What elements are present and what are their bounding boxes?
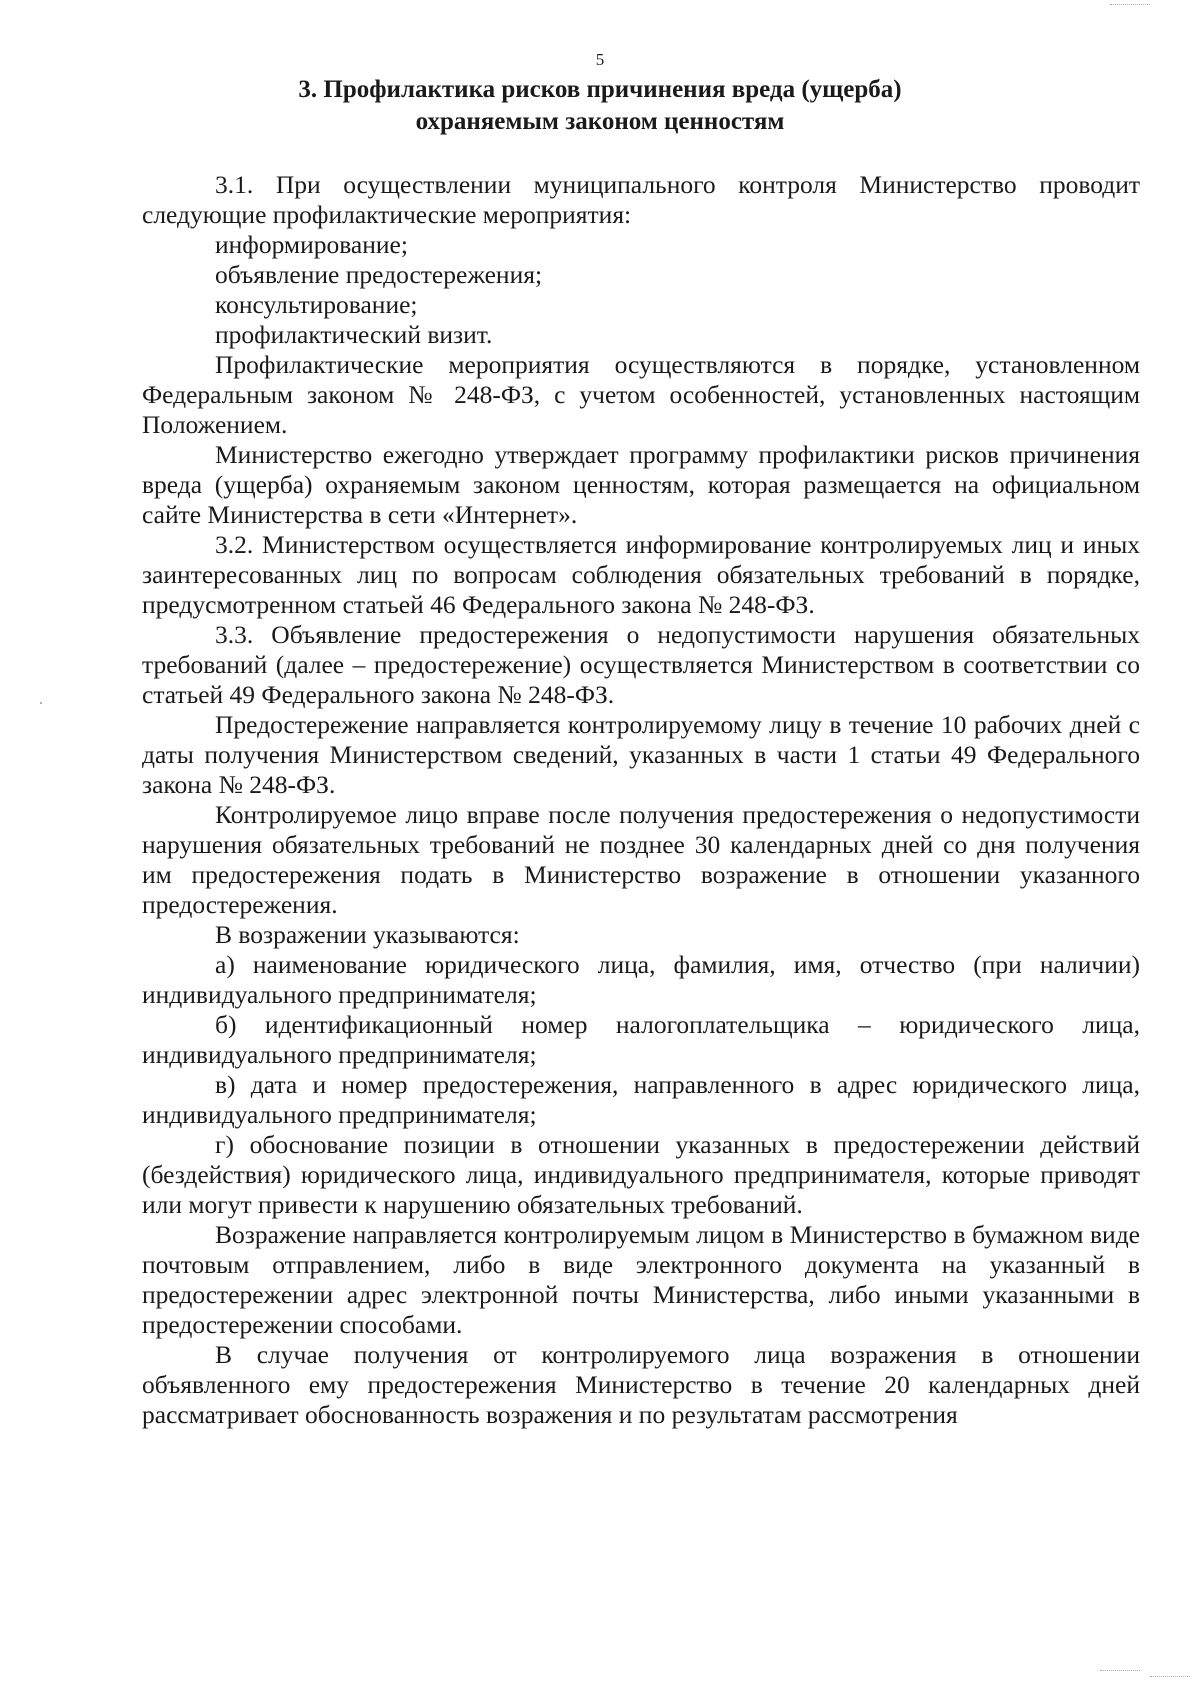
paragraph: 3.2. Министерством осуществляется информирование контролируемых лиц и иных заинтересованных лиц по вопросам соблюдения обязательных требований в порядке, предусмотренном статьей 46 Федерального закона № 248-ФЗ. bbox=[142, 530, 1140, 619]
page-number: 5 bbox=[595, 50, 605, 69]
paragraph: 3.1. При осуществлении муниципального контроля Министерство проводит следующие профилактические мероприятия: bbox=[142, 170, 1140, 229]
paragraph: В случае получения от контролируемого лица возражения в отношении объявленного ему предостережения Министерство в течение 20 календарных дней рассматривает обоснованность возражения и по результатам рассмотрения bbox=[142, 1340, 1140, 1429]
scan-artifact bbox=[1100, 1670, 1140, 1671]
list-item: консультирование; bbox=[215, 290, 418, 319]
document-body bbox=[142, 170, 1140, 1430]
paragraph: Министерство ежегодно утверждает программу профилактики рисков причинения вреда (ущерба) охраняемым законом ценностям, которая размещается на официальном сайте Министерства в сети «Интернет». bbox=[142, 440, 1140, 529]
section-heading bbox=[0, 74, 1200, 138]
paragraph: Контролируемое лицо вправе после получения предостережения о недопустимости нарушения обязательных требований не позднее 30 календарных дней со дня получения им предостережения подать в Министерство возражение в отношении указанного предостережения. bbox=[142, 800, 1140, 919]
paragraph: Возражение направляется контролируемым лицом в Министерство в бумажном виде почтовым отправлением, либо в виде электронного документа на указанный в предостережении адрес электронной почты Министерства, либо иными указанными в предостережении способами. bbox=[142, 1220, 1140, 1339]
objection-item-c: в) дата и номер предостережения, направленного в адрес юридического лица, индивидуального предпринимателя; bbox=[142, 1070, 1140, 1129]
paragraph: 3.3. Объявление предостережения о недопустимости нарушения обязательных требований (далее – предостережение) осуществляется Министерством в соответствии со статьей 49 Федерального закона № 248-ФЗ. bbox=[142, 620, 1140, 709]
objection-item-b: б) идентификационный номер налогоплательщика – юридического лица, индивидуального предпринимателя; bbox=[142, 1010, 1140, 1069]
list-item: информирование; bbox=[215, 230, 408, 259]
section-heading-line: охраняемым законом ценностям bbox=[415, 108, 785, 135]
list-item: объявление предостережения; bbox=[215, 260, 543, 289]
objection-item-d: г) обоснование позиции в отношении указанных в предостережении действий (бездействия) юридического лица, индивидуального предпринимателя, которые приводят или могут привести к нарушению обязательных требований. bbox=[142, 1130, 1140, 1219]
section-heading-line: 3. Профилактика рисков причинения вреда (ущерба) bbox=[298, 76, 902, 103]
scan-artifact bbox=[40, 702, 42, 704]
paragraph: В возражении указываются: bbox=[215, 920, 520, 949]
paragraph: Предостережение направляется контролируемому лицу в течение 10 рабочих дней с даты получения Министерством сведений, указанных в части 1 статьи 49 Федерального закона № 248-ФЗ. bbox=[142, 710, 1140, 799]
scan-artifact bbox=[1150, 1676, 1190, 1677]
paragraph: Профилактические мероприятия осуществляются в порядке, установленном Федеральным законом № 248-ФЗ, с учетом особенностей, установленных настоящим Положением. bbox=[142, 350, 1140, 439]
objection-item-a: а) наименование юридического лица, фамилия, имя, отчество (при наличии) индивидуального предпринимателя; bbox=[142, 950, 1140, 1009]
list-item: профилактический визит. bbox=[215, 320, 493, 349]
scan-artifact bbox=[1110, 4, 1150, 5]
